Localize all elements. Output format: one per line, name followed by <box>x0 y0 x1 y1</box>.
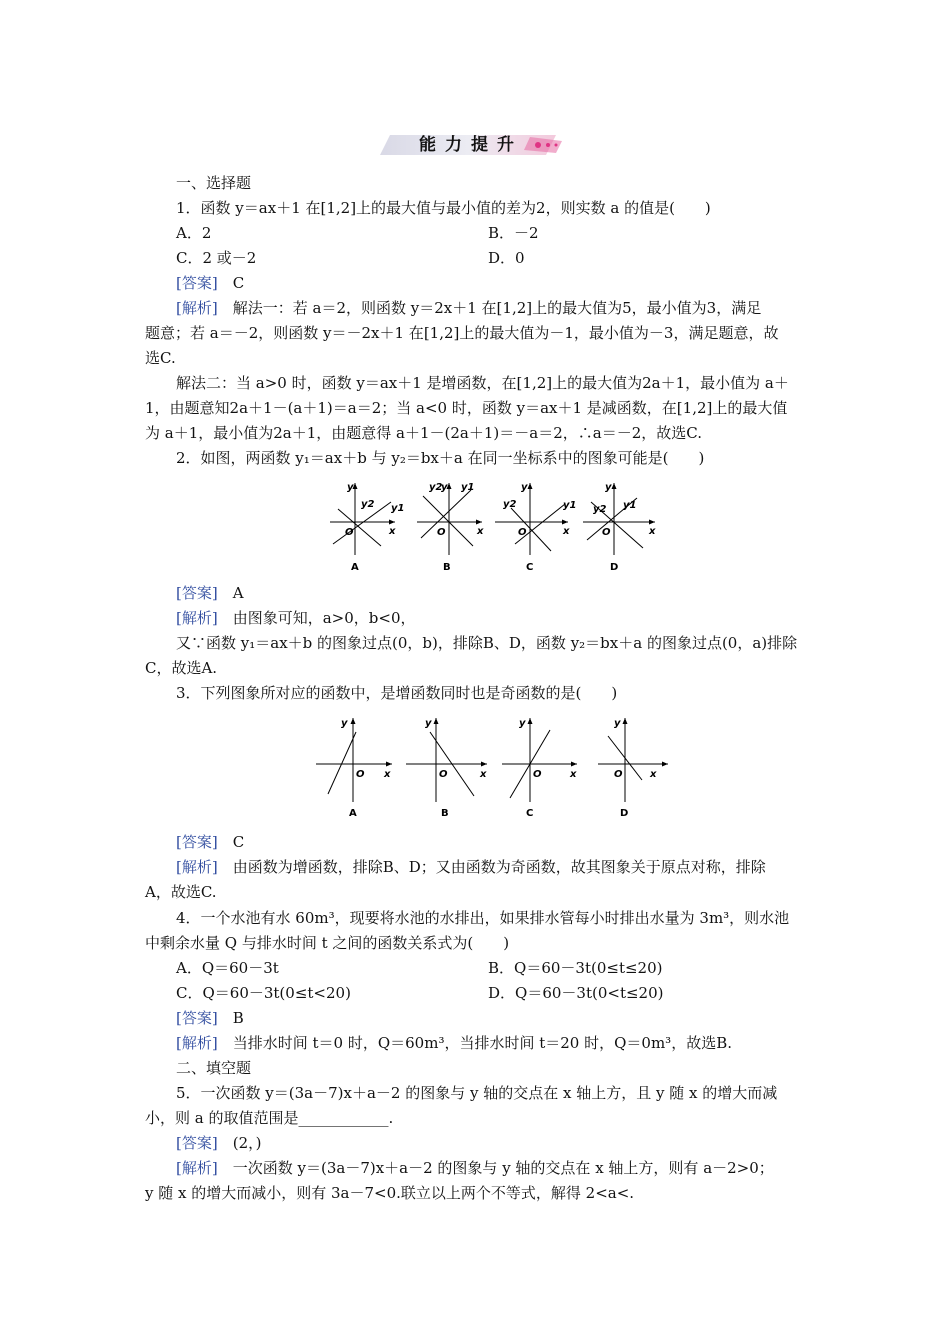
answer-tag: [答案] <box>176 584 218 602</box>
q4-analysis-row <box>176 1033 732 1053</box>
q2-b-x-label: x <box>477 526 484 537</box>
q5-stem-line-1: 5．一次函数 y＝(3a－7)x＋a－2 的图象与 y 轴的交点在 x 轴上方，且 y 随 x 的增大而减 <box>176 1084 778 1102</box>
q2-d-origin: O <box>602 527 611 538</box>
q1-answer-row <box>176 273 244 293</box>
q2-analysis-row-1 <box>176 608 416 628</box>
q2-c-y1-label: y1 <box>563 500 577 511</box>
q4-stem-line-2: 中剩余水量 Q 与排水时间 t 之间的函数关系式为( ) <box>145 934 510 952</box>
q2-graphs <box>325 478 660 576</box>
q3-a-origin: O <box>356 769 365 780</box>
q3-b-origin: O <box>439 769 448 780</box>
q2-answer-row <box>176 583 244 603</box>
q2-d-y1-label: y1 <box>623 500 637 511</box>
q5-stem-line-2: 小，则 a 的取值范围是____________. <box>145 1109 394 1127</box>
q3-label-d: D <box>620 808 629 819</box>
banner-title: 能力提升 <box>419 135 523 155</box>
q2-c-y2-label: y2 <box>503 499 517 510</box>
q3-analysis-row-1 <box>176 857 766 877</box>
q5-answer: (2，) <box>232 1134 262 1152</box>
q3-answer-row <box>176 832 244 852</box>
answer-tag: [答案] <box>176 833 218 851</box>
q3-analysis-line-1: 由函数为增函数，排除B、D；又由函数为奇函数，故其图象关于原点对称，排除 <box>232 858 766 876</box>
q3-a-y-label: y <box>341 718 348 729</box>
q2-b-y1-label: y1 <box>461 482 475 493</box>
q2-stem: 2．如图，两函数 y₁＝ax＋b 与 y₂＝bx＋a 在同一坐标系中的图象可能是( ) <box>176 449 705 467</box>
q2-a-x-label: x <box>389 526 396 537</box>
q4-option-b: B．Q＝60－3t(0≤t≤20) <box>488 959 663 977</box>
q3-a-line <box>328 732 356 794</box>
q4-stem-line-1: 4．一个水池有水 60m³，现要将水池的水排出，如果排水管每小时排出水量为 3m³，则水池 <box>176 909 790 927</box>
q3-d-origin: O <box>614 769 623 780</box>
q1-method2-line-3: 为 a＋1，最小值为2a＋1，由题意得 a＋1－(2a＋1)＝－a＝2，∴a＝－2，故选C. <box>145 424 702 442</box>
q3-d-x-label: x <box>650 769 657 780</box>
q3-figure <box>312 712 672 824</box>
q2-a-origin: O <box>345 527 354 538</box>
q1-option-d: D．0 <box>488 249 525 267</box>
q4-option-a: A．Q＝60－3t <box>176 959 279 977</box>
q5-answer-row <box>176 1133 261 1153</box>
q1-option-b: B．－2 <box>488 224 539 242</box>
q4-answer-row <box>176 1008 244 1028</box>
q3-b-x-label: x <box>480 769 487 780</box>
answer-tag: [答案] <box>176 1134 218 1152</box>
q2-c-x-label: x <box>563 526 570 537</box>
q2-c-origin: O <box>518 527 527 538</box>
answer-tag: [答案] <box>176 1009 218 1027</box>
q2-b-y2-label: y2 <box>429 482 443 493</box>
q2-a-y-label: y <box>347 482 354 493</box>
q1-analysis-line-3: 选C. <box>145 349 176 367</box>
q2-d-x-label: x <box>649 526 656 537</box>
q5-analysis-line-2: y 随 x 的增大而减小，则有 3a－7<0.联立以上两个不等式，解得 2<a<. <box>145 1184 635 1202</box>
section-heading-choice: 一、选择题 <box>176 174 252 192</box>
q3-label-a: A <box>349 808 357 819</box>
q2-b-line-y2 <box>421 490 471 538</box>
q2-label-b: B <box>443 562 451 573</box>
q1-stem: 1．函数 y＝ax＋1 在[1,2]上的最大值与最小值的差为2，则实数 a 的值是( ) <box>176 199 711 217</box>
q3-answer: C <box>232 833 245 851</box>
q2-c-line-y1 <box>515 504 565 544</box>
q1-option-c: C．2 或－2 <box>176 249 257 267</box>
q3-d-y-label: y <box>614 718 621 729</box>
q2-analysis-line-2: 又∵函数 y₁＝ax＋b 的图象过点(0，b)，排除B、D，函数 y₂＝bx＋a 的图象过点(0，a)排除 <box>176 634 798 652</box>
q3-a-x-label: x <box>384 769 391 780</box>
q2-label-a: A <box>351 562 359 573</box>
q1-analysis-line-1: 解法一：若 a＝2，则函数 y＝2x＋1 在[1,2]上的最大值为5，最小值为3，满足 <box>232 299 762 317</box>
q1-analysis-line-2: 题意；若 a＝－2，则函数 y＝－2x＋1 在[1,2]上的最大值为－1，最小值为－3，满足题意，故 <box>145 324 779 342</box>
q5-analysis-line-1: 一次函数 y＝(3a－7)x＋a－2 的图象与 y 轴的交点在 x 轴上方，则有 a－2>0； <box>232 1159 774 1177</box>
q3-label-c: C <box>526 808 534 819</box>
q1-analysis-row-1 <box>176 298 761 318</box>
q2-c-y-label: y <box>521 482 528 493</box>
q4-analysis: 当排水时间 t＝0 时，Q＝60m³，当排水时间 t＝20 时，Q＝0m³，故选B. <box>232 1034 732 1052</box>
q3-analysis-line-2: A，故选C. <box>145 883 217 901</box>
q1-answer: C <box>232 274 245 292</box>
q3-c-y-label: y <box>519 718 526 729</box>
q2-b-y-label: y <box>441 482 448 493</box>
q1-method2-line-2: 1，由题意知2a＋1－(a＋1)＝a＝2；当 a<0 时，函数 y＝ax＋1 是减函数，在[1,2]上的最大值 <box>145 399 788 417</box>
q3-c-x-label: x <box>570 769 577 780</box>
q4-option-c: C．Q＝60－3t(0≤t<20) <box>176 984 351 1002</box>
q3-c-origin: O <box>533 769 542 780</box>
q3-stem: 3．下列图象所对应的函数中，是增函数同时也是奇函数的是( ) <box>176 684 618 702</box>
q2-answer: A <box>232 584 244 602</box>
q4-answer: B <box>232 1009 244 1027</box>
q2-b-line-y1 <box>423 496 473 546</box>
q2-d-y-label: y <box>605 482 612 493</box>
q3-graphs <box>312 712 672 820</box>
analysis-tag: [解析] <box>176 299 218 317</box>
q2-a-y2-label: y2 <box>361 499 375 510</box>
answer-tag: [答案] <box>176 274 218 292</box>
analysis-tag: [解析] <box>176 1159 218 1177</box>
q2-analysis-line-3: C，故选A. <box>145 659 218 677</box>
q5-analysis-row-1 <box>176 1158 774 1178</box>
q3-label-b: B <box>441 808 449 819</box>
q2-label-c: C <box>526 562 534 573</box>
q2-d-y2-label: y2 <box>593 504 607 515</box>
q2-analysis-line-1: 由图象可知，a>0，b<0， <box>232 609 416 627</box>
q2-figure <box>325 478 660 580</box>
q2-c-line-y2 <box>511 508 551 551</box>
q1-option-a: A．2 <box>176 224 212 242</box>
analysis-tag: [解析] <box>176 1034 218 1052</box>
analysis-tag: [解析] <box>176 858 218 876</box>
section-heading-fill: 二、填空题 <box>176 1059 252 1077</box>
q1-method2-line-1: 解法二：当 a>0 时，函数 y＝ax＋1 是增函数，在[1,2]上的最大值为2a＋1，最小值为 a＋ <box>176 374 789 392</box>
analysis-tag: [解析] <box>176 609 218 627</box>
q2-a-y1-label: y1 <box>391 503 405 514</box>
q3-b-y-label: y <box>425 718 432 729</box>
section-banner <box>380 133 562 157</box>
q2-b-origin: O <box>437 527 446 538</box>
q2-label-d: D <box>610 562 619 573</box>
q4-option-d: D．Q＝60－3t(0<t≤20) <box>488 984 664 1002</box>
